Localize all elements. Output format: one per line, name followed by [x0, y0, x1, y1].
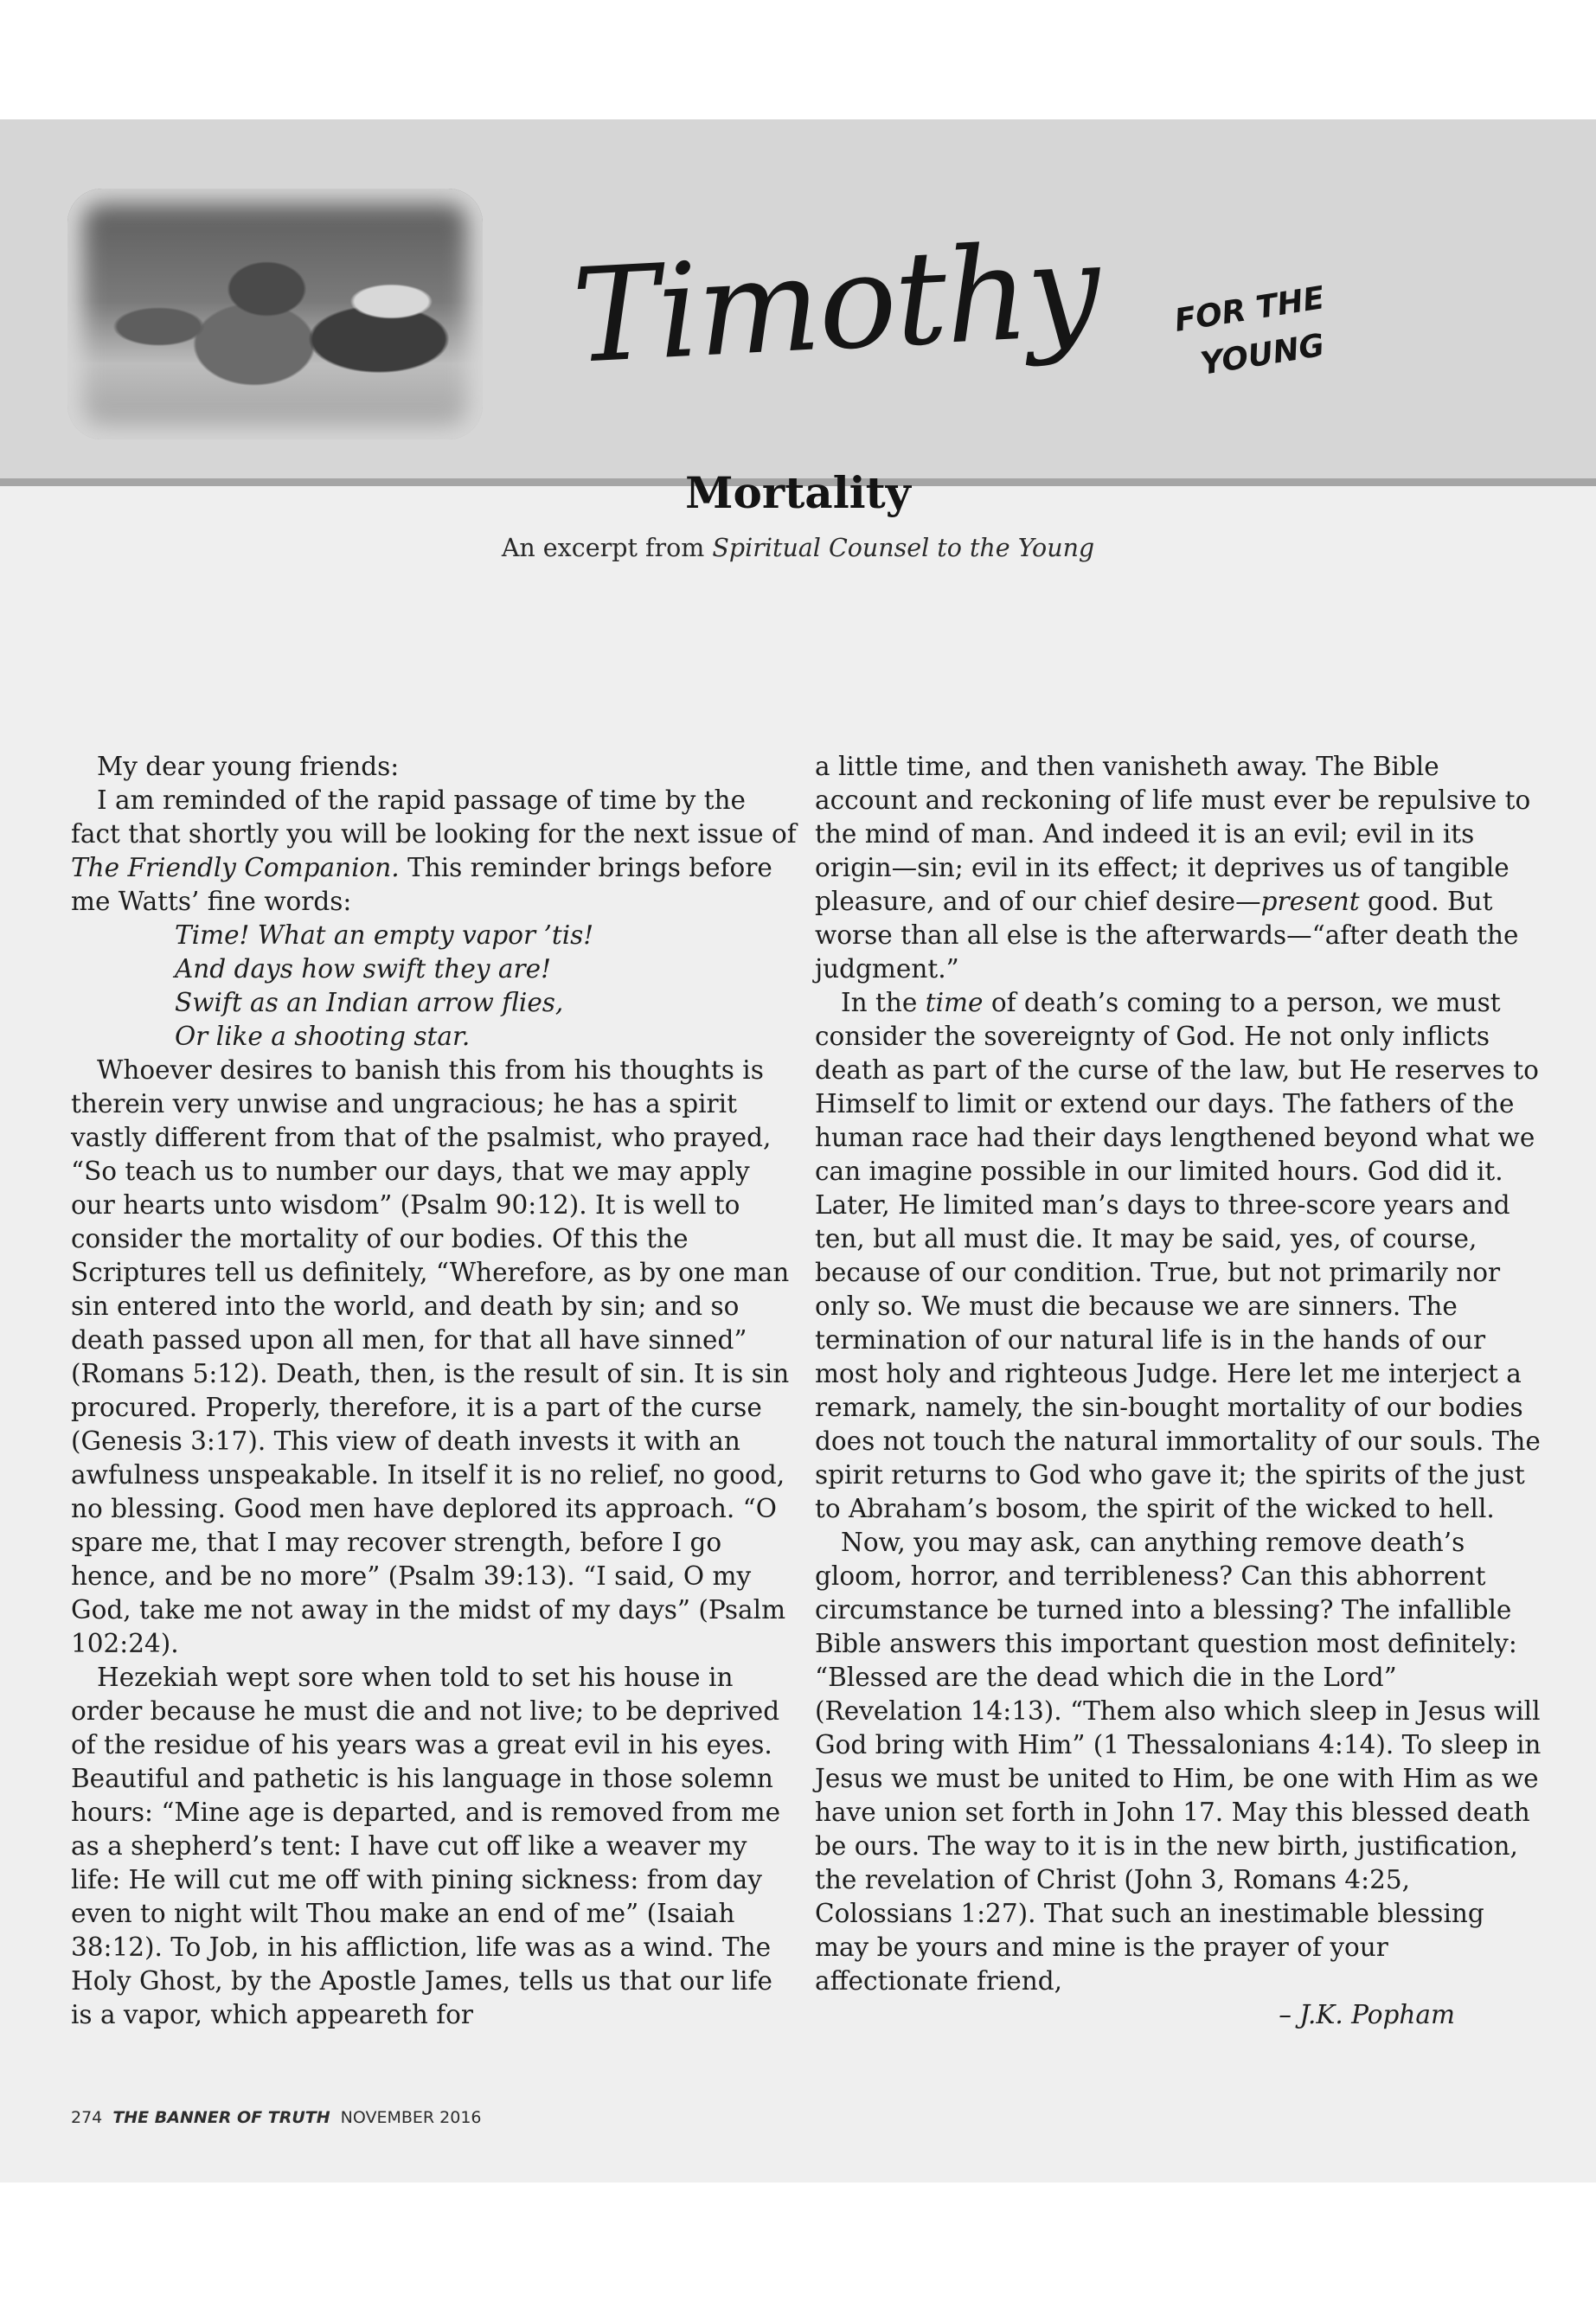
poem-line: Or like a shooting star.	[175, 1022, 471, 1051]
salutation: My dear young friends:	[97, 752, 400, 781]
subtitle-prefix: An excerpt from	[501, 534, 713, 562]
page-number: 274	[71, 2108, 103, 2127]
paragraph-1	[71, 784, 798, 919]
paragraph-5: Now, you may ask, can anything remove death’s gloom, horror, and terribleness? Can this abhorrent circumstance be turned into a blessing? The infallible Bible answers this important question most definitely: “Blessed are the dead which die in the Lord” (Revelation 14:13). “Them also which sleep in Jesus will God bring with Him” (1 Thessalonians 4:14). To sleep in Jesus we must be united to Him, be one with Him as we have union set forth in John 17. May this blessed death be ours. The way to it is in the new birth, justification, the revelation of Christ (John 3, Romans 4:25, Colossians 1:27). That such an inestimable blessing may be yours and mine is the prayer of your affectionate friend,	[815, 1528, 1542, 1996]
masthead-logo	[567, 197, 1371, 474]
paragraph-4	[815, 986, 1542, 1526]
column-left	[71, 631, 798, 2032]
subtitle-source: Spiritual Counsel to the Young	[712, 534, 1095, 562]
poem-line: Swift as an Indian arrow flies,	[175, 988, 564, 1017]
p1-text-b: This reminder brings before me Watts’ fine words:	[71, 853, 772, 916]
page-footer	[71, 2108, 482, 2127]
tagline-young: YOUNG	[1197, 327, 1327, 382]
article-subtitle	[0, 534, 1596, 562]
article-title: Mortality	[685, 467, 911, 518]
p3-cont-text-a: a little time, and then vanisheth away. The Bible account and reckoning of life must ever be repulsive to the mind of man. And indeed it is an evil; evil in its origin—sin; evil in its effect; it deprives us of tangible pleasure, and of our chief desire—	[815, 752, 1531, 916]
signature: – J.K. Popham	[1279, 2000, 1455, 2029]
paragraph-2: Whoever desires to banish this from his thoughts is therein very unwise and ungracious; he has a spirit vastly different from that of the psalmist, who prayed, “So teach us to number our days, that we may apply our hearts unto wisdom” (Psalm 90:12). It is well to consider the mortality of our bodies. Of this the Scriptures tell us definitely, “Wherefore, as by one man sin entered into the world, and death by sin; and so death passed upon all men, for that all have sinned” (Romans 5:12). Death, then, is the result of sin. It is sin procured. Properly, therefore, it is a part of the curse (Genesis 3:17). This view of death invests it with an awfulness unspeakable. In itself it is no relief, no good, no blessing. Good men have deplored its approach. “O spare me, that I may recover strength, before I go hence, and be no more” (Psalm 39:13). “I said, O my God, take me not away in the midst of my days” (Psalm 102:24).	[71, 1055, 790, 1658]
paragraph-3: Hezekiah wept sore when told to set his house in order because he must die and not live; to be deprived of the residue of his years was a great evil in his eyes. Beautiful and pathetic is his language in those solemn hours: “Mine age is departed, and is removed from me as a shepherd’s tent: I have cut off like a weaver my life: He will cut me off with pining sickness: from day even to night wilt Thou make an end of me” (Isaiah 38:12). To Job, in his affliction, life was as a wind. The Holy Ghost, by the Apostle James, tells us that our life is a vapor, which appeareth for	[71, 1663, 781, 2029]
publication-name: THE BANNER OF TRUTH	[112, 2108, 330, 2127]
header-banner	[0, 119, 1596, 478]
p1-italic: The Friendly Companion.	[71, 853, 400, 882]
masthead	[567, 197, 1371, 474]
children-writing-photo	[67, 189, 483, 439]
p4-italic: time	[925, 988, 984, 1017]
tagline-for-the: FOR THE	[1171, 280, 1327, 339]
paragraph-3-continued	[815, 750, 1542, 986]
masthead-title: Timothy	[568, 215, 1103, 393]
p4-text-b: of death’s coming to a person, we must consider the sovereignty of God. He not only inflicts death as part of the curse of the law, but He reserves to Himself to limit or extend our days. The fathers of the human race had their days lengthened beyond what we can imagine possible in our limited hours. God did it. Later, He limited man’s days to three-score years and ten, but all must die. It may be said, yes, of course, because of our condition. True, but not primarily nor only so. We must die because we are sinners. The termination of our natural life is in the hands of our most holy and righteous Judge. Here let me interject a remark, namely, the sin-bought mortality of our bodies does not touch the natural immortality of our souls. The spirit returns to God who gave it; the spirits of the just to Abraham’s bosom, the spirit of the wicked to hell.	[815, 988, 1541, 1523]
poem-line: Time! What an empty vapor ’tis!	[175, 920, 594, 950]
issue-date: NOVEMBER 2016	[340, 2108, 482, 2127]
column-right	[815, 631, 1542, 2032]
poem-line: And days how swift they are!	[175, 954, 551, 984]
p4-text-a: In the	[841, 988, 926, 1017]
p1-text-a: I am reminded of the rapid passage of time by the fact that shortly you will be looking for the next issue of	[71, 785, 797, 849]
poem	[71, 919, 798, 1054]
p3-cont-text-b: good. But worse than all else is the afterwards—“after death the judgment.”	[815, 887, 1519, 984]
p3-cont-italic: present	[1260, 887, 1360, 916]
